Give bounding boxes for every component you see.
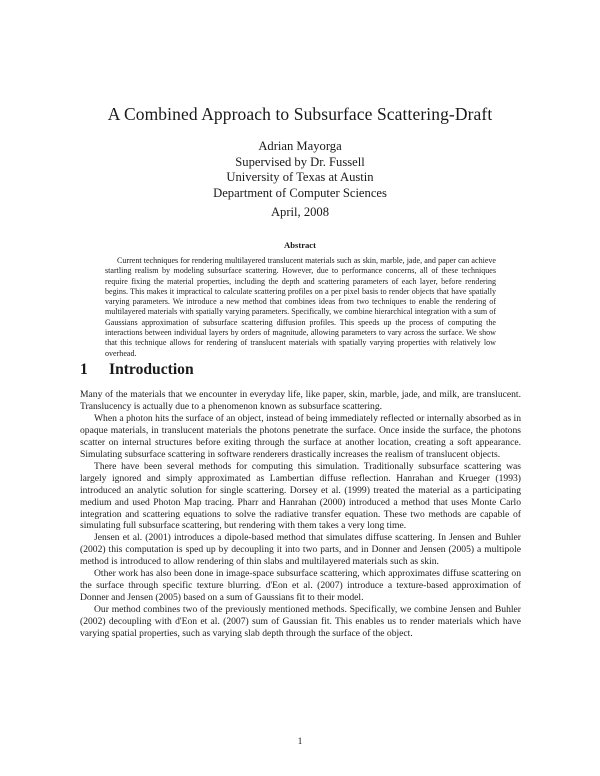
paragraph: Other work has also been done in image-space subsurface scattering, which approximates diffuse scattering on the surface through specific texture blurring. d'Eon et al. (2007) introduce a texture-based approximation of Donner and Jensen (2005) based on a sum of Gaussians fit to their model. — [80, 568, 521, 604]
abstract-text: Current techniques for rendering multilayered translucent materials such as skin, marble, jade, and paper can achieve startling realism by modeling subsurface scattering. However, due to performance concerns, all of these techniques require fixing the material properties, including the depth and scattering parameters of each layer, before rendering begins. This makes it impractical to calculate scattering profiles on a per pixel basis to render objects that have spatially varying parameters. We introduce a new method that combines ideas from two techniques to enable the rendering of multilayered materials with spatially varying parameters. Specifically, we combine hierarchical integration with a sum of Gaussians approximation of subsurface scattering diffusion profiles. This speeds up the process of computing the interactions between individual layers by orders of magnitude, allowing parameters to vary across the surface. We show that this technique allows for rendering of translucent materials with spatially varying properties with relatively low overhead. — [105, 256, 496, 358]
affiliation-university: University of Texas at Austin — [226, 170, 374, 185]
section-number: 1 — [80, 361, 88, 378]
section-body — [80, 389, 521, 640]
affiliation-department: Department of Computer Sciences — [213, 185, 387, 200]
paragraph: Jensen et al. (2001) introduces a dipole-based method that simulates diffuse scattering. In Jensen and Buhler (2002) this computation is sped up by decoupling it into two parts, and in Donner and Jensen (2005) a multipole method is introduced to allow rendering of thin slabs and multilayered materials such as skin. — [80, 532, 521, 568]
paragraph: There have been several methods for computing this simulation. Traditionally subsurface scattering was largely ignored and simply approximated as Lambertian diffuse reflection. Hanrahan and Krueger (1993) introduced an analytic solution for single scattering. Dorsey et al. (1999) treated the material as a participating medium and used Photon Map tracing. Pharr and Hanrahan (2000) introduced a method that uses Monte Carlo integration and scattering equations to solve the radiative transfer equation. These two methods are capable of simulating full subsurface scattering, but rendering with them takes a very long time. — [80, 460, 521, 532]
author-name: Adrian Mayorga — [258, 139, 342, 153]
abstract-heading: Abstract — [284, 240, 316, 250]
paper-date: April, 2008 — [270, 205, 330, 219]
paragraph: Our method combines two of the previously mentioned methods. Specifically, we combine Jensen and Buhler (2002) decoupling with d'Eon et al. (2007) sum of Gaussian fit. This enables us to render materials which have varying spatial properties, such as varying slab depth through the surface of the object. — [80, 604, 521, 640]
author-block — [0, 139, 600, 201]
paragraph: Many of the materials that we encounter in everyday life, like paper, skin, marble, jade, and milk, are translucent. Translucency is actually due to a phenomenon known as subsurface scattering. — [80, 389, 521, 412]
paper-title: A Combined Approach to Subsurface Scattering-Draft — [107, 104, 493, 124]
section-title: Introduction — [109, 361, 194, 378]
paragraph: When a photon hits the surface of an object, instead of being immediately reflected or internally absorbed as in opaque materials, in translucent materials the photons penetrate the surface. Once inside the surface, the photons scatter on internal structures before exiting through the surface at another location, creating a soft appearance. Simulating subsurface scattering in software renderers drastically increases the realism of translucent objects. — [80, 412, 521, 460]
supervisor-line: Supervised by Dr. Fussell — [235, 154, 365, 169]
section-heading — [80, 361, 194, 379]
page-number: 1 — [297, 736, 303, 747]
